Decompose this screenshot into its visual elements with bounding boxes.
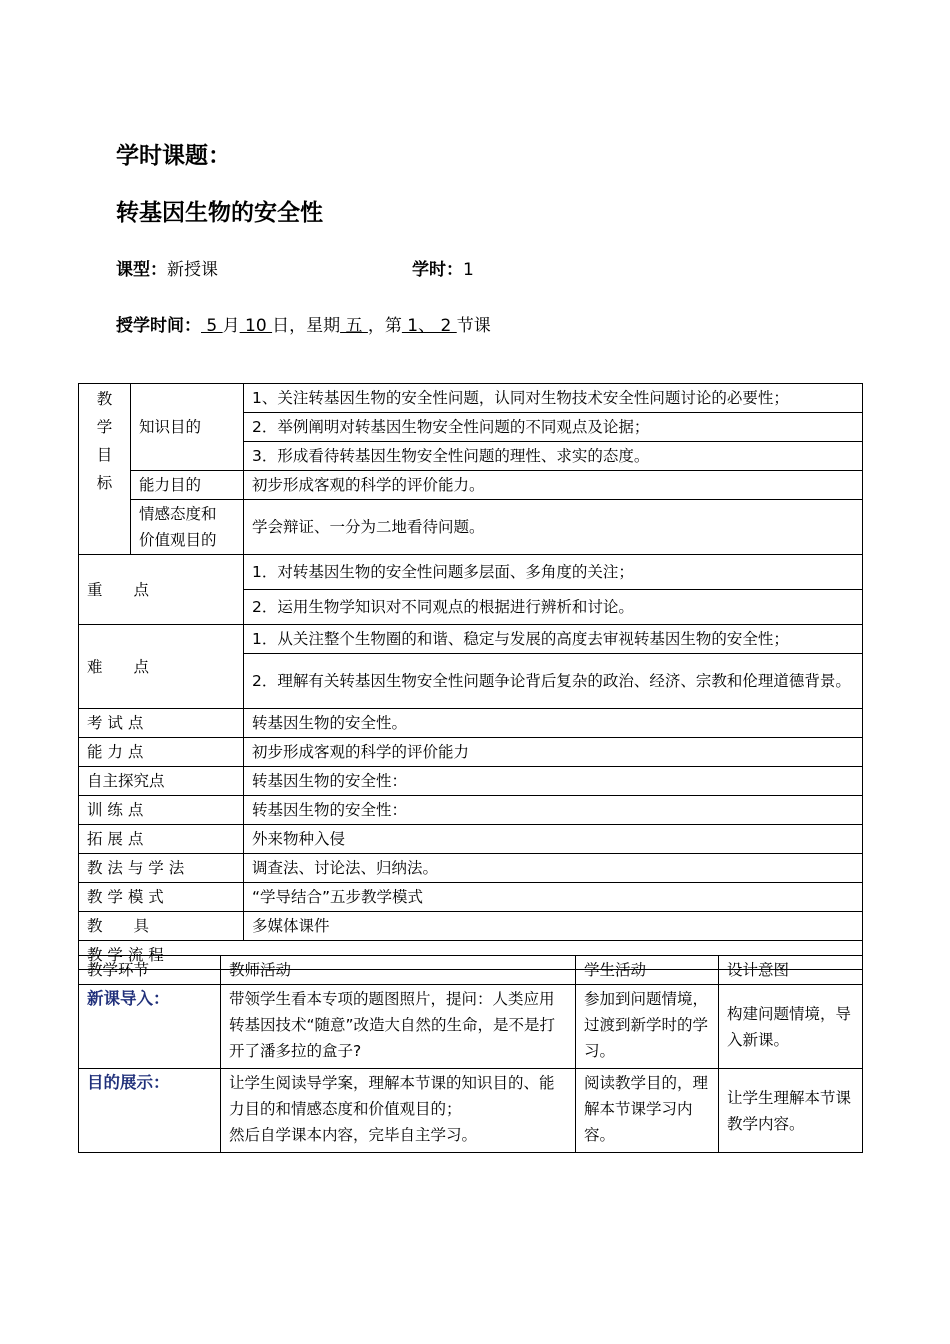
flow-header: 教学环节 bbox=[79, 956, 221, 985]
time-month-unit: 月 bbox=[222, 316, 240, 336]
class-period bbox=[412, 255, 474, 280]
row-value: 多媒体课件 bbox=[244, 912, 863, 941]
row-value: “学导结合”五步教学模式 bbox=[244, 883, 863, 912]
time-month: 5 bbox=[201, 316, 223, 336]
difficult-point-item: 2．理解有关转基因生物安全性问题争论背后复杂的政治、经济、宗教和伦理道德背景。 bbox=[244, 654, 863, 709]
time-sections: 1、 2 bbox=[401, 316, 457, 336]
knowledge-item: 1、关注转基因生物的安全性问题，认同对生物技术安全性问题讨论的必要性； bbox=[244, 384, 863, 413]
row-value: 转基因生物的安全性： bbox=[244, 767, 863, 796]
period-label: 学时： bbox=[412, 260, 463, 280]
page-title: 学时课题： bbox=[116, 143, 231, 169]
time-label: 授学时间： bbox=[116, 316, 201, 336]
emotion-value: 学会辩证、一分为二地看待问题。 bbox=[244, 500, 863, 555]
row-label: 考 试 点 bbox=[79, 709, 244, 738]
teaching-time bbox=[116, 311, 491, 336]
course-type bbox=[116, 255, 218, 280]
flow-header: 教师活动 bbox=[221, 956, 576, 985]
flow-teacher-activity: 带领学生看本专项的题图照片，提问：人类应用转基因技术“随意”改造大自然的生命，是不是打开了潘多拉的盒子? bbox=[221, 985, 576, 1069]
flow-teacher-activity: 让学生阅读导学案，理解本节课的知识目的、能力目的和情感态度和价值观目的； 然后自学课本内容，完毕自主学习。 bbox=[221, 1069, 576, 1153]
difficult-point-item: 1．从关注整个生物圈的和谐、稳定与发展的高度去审视转基因生物的安全性； bbox=[244, 625, 863, 654]
flow-header: 学生活动 bbox=[576, 956, 719, 985]
time-section-suffix: 节课 bbox=[456, 316, 491, 336]
row-value: 初步形成客观的科学的评价能力 bbox=[244, 738, 863, 767]
flow-design-intent: 让学生理解本节课教学内容。 bbox=[719, 1069, 863, 1153]
key-points-label: 重 点 bbox=[79, 555, 244, 625]
flow-student-activity: 阅读教学目的，理解本节课学习内容。 bbox=[576, 1069, 719, 1153]
row-value: 调查法、讨论法、归纳法。 bbox=[244, 854, 863, 883]
row-label: 教 法 与 学 法 bbox=[79, 854, 244, 883]
ability-value: 初步形成客观的科学的评价能力。 bbox=[244, 471, 863, 500]
flow-header: 设计意图 bbox=[719, 956, 863, 985]
teaching-flow-label: 教 学 流 程 bbox=[79, 941, 863, 970]
period-value: 1 bbox=[463, 260, 474, 280]
row-value: 转基因生物的安全性。 bbox=[244, 709, 863, 738]
knowledge-item: 2．举例阐明对转基因生物安全性问题的不同观点及论据； bbox=[244, 413, 863, 442]
course-type-label: 课型： bbox=[116, 260, 167, 280]
difficult-points-label: 难 点 bbox=[79, 625, 244, 709]
lesson-topic: 转基因生物的安全性 bbox=[116, 200, 323, 226]
flow-student-activity: 参加到问题情境，过渡到新学时的学习。 bbox=[576, 985, 719, 1069]
row-label: 训 练 点 bbox=[79, 796, 244, 825]
emotion-label: 情感态度和 价值观目的 bbox=[131, 500, 244, 555]
row-label: 拓 展 点 bbox=[79, 825, 244, 854]
row-value: 外来物种入侵 bbox=[244, 825, 863, 854]
flow-stage: 新课导入： bbox=[79, 985, 221, 1069]
row-label: 能 力 点 bbox=[79, 738, 244, 767]
row-label: 自主探究点 bbox=[79, 767, 244, 796]
time-weekday: 五 bbox=[340, 316, 368, 336]
time-section-prefix: ，第 bbox=[367, 316, 402, 336]
key-point-item: 1．对转基因生物的安全性问题多层面、多角度的关注； bbox=[244, 555, 863, 590]
row-label: 教 学 模 式 bbox=[79, 883, 244, 912]
row-label: 教 具 bbox=[79, 912, 244, 941]
row-value: 转基因生物的安全性： bbox=[244, 796, 863, 825]
objectives-label: 教 学 目 标 bbox=[79, 384, 131, 555]
teaching-flow-table bbox=[78, 955, 863, 1153]
flow-stage: 目的展示： bbox=[79, 1069, 221, 1153]
knowledge-item: 3．形成看待转基因生物安全性问题的理性、求实的态度。 bbox=[244, 442, 863, 471]
time-day-unit: 日，星期 bbox=[272, 316, 341, 336]
ability-label: 能力目的 bbox=[131, 471, 244, 500]
knowledge-label: 知识目的 bbox=[131, 384, 244, 471]
course-type-value: 新授课 bbox=[167, 260, 218, 280]
time-day: 10 bbox=[239, 316, 273, 336]
key-point-item: 2．运用生物学知识对不同观点的根据进行辨析和讨论。 bbox=[244, 590, 863, 625]
flow-design-intent: 构建问题情境，导入新课。 bbox=[719, 985, 863, 1069]
lesson-plan-table bbox=[78, 383, 863, 970]
